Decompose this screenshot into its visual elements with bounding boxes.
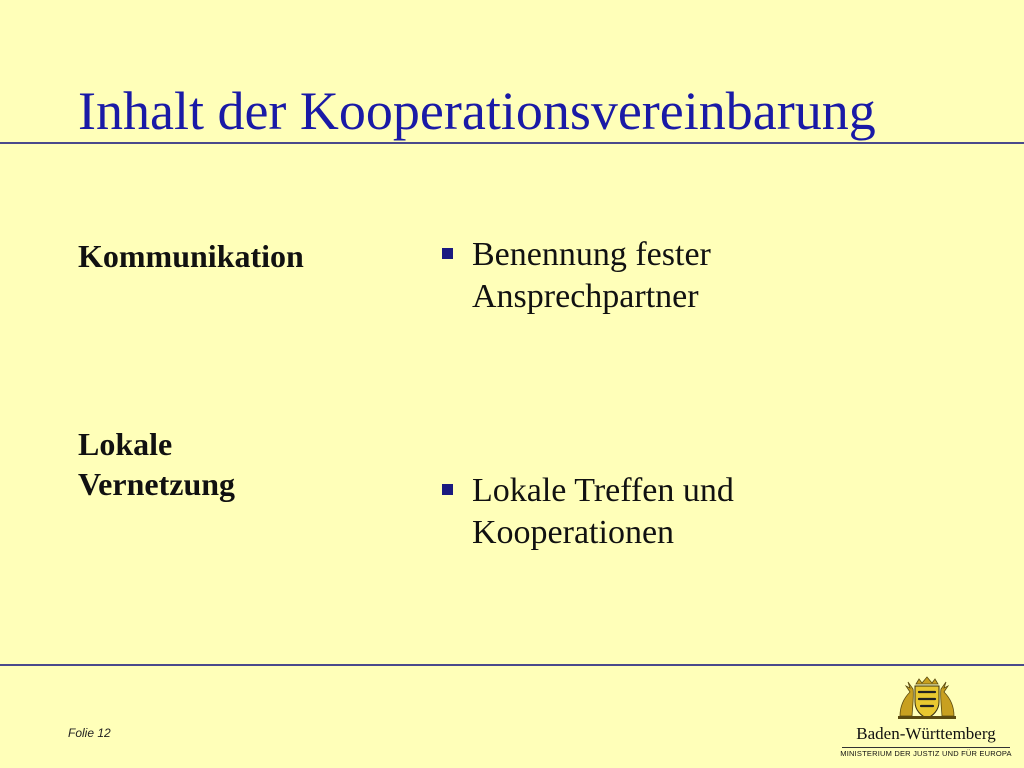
square-bullet-icon: [442, 484, 453, 495]
section-label-line: Kommunikation: [78, 238, 304, 274]
bullet-item: [440, 234, 860, 318]
section-label-lokale-vernetzung: [78, 424, 338, 504]
section-label-line: Lokale: [78, 426, 173, 462]
logo-divider: [842, 747, 1010, 748]
bullet-line: Kooperationen: [472, 514, 675, 551]
bullet-line: Ansprechpartner: [472, 278, 699, 315]
section-label-kommunikation: [78, 236, 304, 276]
bullet-line: Lokale Treffen und: [472, 472, 734, 509]
bullet-line: Benennung fester: [472, 236, 711, 273]
logo-subtitle: MINISTERIUM DER JUSTIZ UND FÜR EUROPA: [840, 749, 1012, 758]
bullet-item: [440, 470, 860, 554]
section-label-line: Vernetzung: [78, 466, 236, 502]
title-divider: [0, 142, 1024, 144]
footer-divider: [0, 664, 1024, 666]
square-bullet-icon: [442, 248, 453, 259]
logo-name: Baden-Württemberg: [856, 724, 996, 743]
slide-number: Folie 12: [68, 726, 111, 740]
ministry-logo: [836, 676, 1016, 764]
bullet-text: [472, 234, 860, 318]
bullet-text: [472, 470, 860, 554]
slide-title: Inhalt der Kooperationsvereinbarung: [78, 81, 876, 141]
coat-of-arms-icon: [894, 676, 960, 720]
